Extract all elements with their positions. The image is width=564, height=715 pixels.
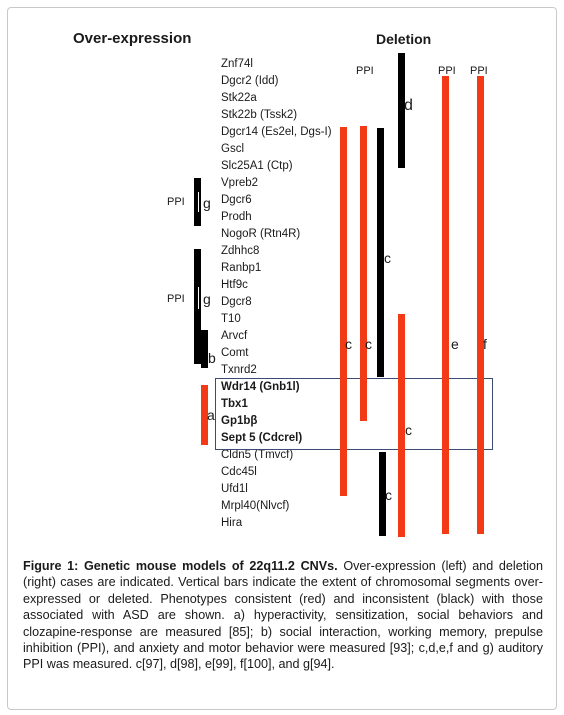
gene-label: Zdhhc8 [221,245,260,257]
bar-label-a: a [207,407,215,423]
caption-body: Over-expression (left) and deletion (right) cases are indicated. Vertical bars indicate the extent of chromosomal segments over-expressed or deleted. Phenotypes consistent (red) and inconsistent (black) with those associated with ASD are shown. a) hyperactivity, sensitization, social behaviors and clozapine-response are measured [85]; b) social interaction, working memory, prepulse inhibition (PPI), and anxiety and motor behavior were measured [93]; c,d,e,f and g) auditory PPI was measured. c[97], d[98], e[99], f[100], and g[94]. [23,559,544,672]
bar-gap-g-2 [197,286,200,310]
highlight-box [215,378,493,450]
gene-label: Gp1bβ [221,415,258,427]
bar-label-g-2: g [203,291,211,307]
bar-label-c-4: c [385,487,392,503]
gene-label: Cdc45l [221,466,257,478]
over-expression-heading: Over-expression [73,30,192,47]
gene-label: Tbx1 [221,398,248,410]
bar-label-b: b [208,350,216,366]
bar-over-b [201,330,208,368]
gene-label: Hira [221,517,243,529]
bar-del-c-5 [398,314,405,537]
gene-label: Comt [221,347,249,359]
bar-label-f: f [483,336,487,352]
gene-label: Dgcr2 (Idd) [221,75,279,87]
bar-label-d: d [404,97,413,114]
ppi-label-g-2: PPI [167,293,185,305]
caption-title: Figure 1: Genetic mouse models of 22q11.2 CNVs. [23,559,338,573]
figure-caption [23,558,543,673]
bar-del-f [477,76,484,534]
deletion-heading: Deletion [376,31,432,47]
gene-label: Gscl [221,143,244,155]
bar-del-c-3 [377,128,384,377]
gene-label: Stk22b (Tssk2) [221,109,298,121]
gene-label: Slc25A1 (Ctp) [221,160,293,172]
bar-gap-g-1 [197,191,200,213]
ppi-label-g-1: PPI [167,196,185,208]
gene-label: Dgcr14 (Es2el, Dgs-I) [221,126,332,138]
gene-label: Prodh [221,211,252,223]
bar-label-c-2: c [365,336,372,352]
gene-label: T10 [221,313,241,325]
bar-del-e [442,76,449,534]
gene-label: Mrpl40(Nlvcf) [221,500,290,512]
gene-label: Wdr14 (Gnb1l) [221,381,300,393]
ppi-label-f: PPI [470,65,488,77]
gene-label: Dgcr8 [221,296,252,308]
gene-label: Ranbp1 [221,262,262,274]
gene-label: Sept 5 (Cdcrel) [221,432,303,444]
gene-label: Stk22a [221,92,257,104]
bar-label-c-3: c [384,250,391,266]
bar-del-c-2 [360,126,367,421]
ppi-label-e: PPI [438,65,456,77]
gene-label: Znf74l [221,58,253,70]
gene-label: Htf9c [221,279,248,291]
gene-label: Vpreb2 [221,177,259,189]
bar-del-c-1 [340,127,347,496]
ppi-label-d: PPI [356,65,374,77]
bar-label-g-1: g [203,195,211,211]
bar-label-c-5: c [405,422,412,438]
gene-label: Arvcf [221,330,248,342]
gene-label: NogoR (Rtn4R) [221,228,301,240]
gene-label: Ufd1l [221,483,248,495]
gene-label: Txnrd2 [221,364,257,376]
bar-label-c-1: c [345,336,352,352]
gene-label: Cldn5 (Tmvcf) [221,449,294,461]
gene-label: Dgcr6 [221,194,252,206]
bar-label-e: e [451,336,459,352]
